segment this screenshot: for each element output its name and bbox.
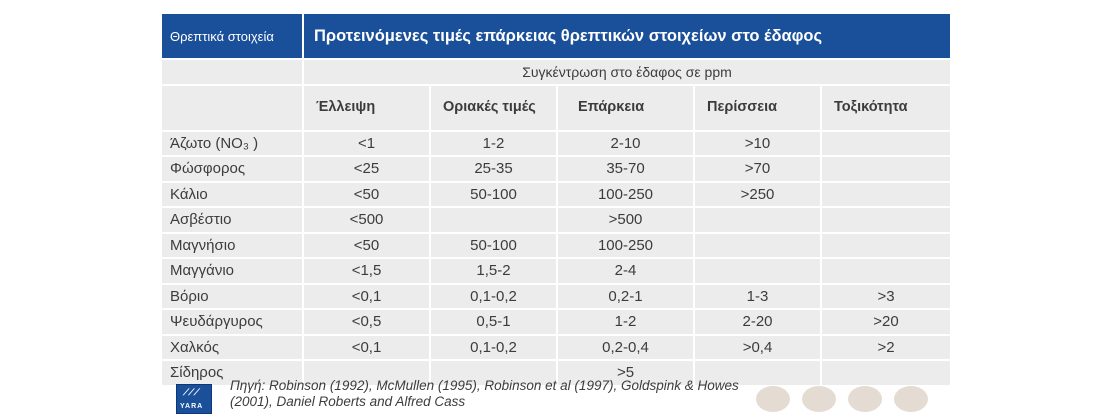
table-row xyxy=(162,310,950,334)
yara-logo xyxy=(176,384,212,414)
column-header-empty-cell xyxy=(162,86,302,130)
table-row xyxy=(162,336,950,360)
value-cell: 50-100 xyxy=(431,183,556,207)
value-cell xyxy=(822,234,950,258)
nutrient-name: Άζωτο (NO₃ ) xyxy=(162,132,302,156)
value-cell: <0,1 xyxy=(304,285,429,309)
slide-footer xyxy=(160,372,946,420)
value-cell: 2-20 xyxy=(695,310,820,334)
column-header-row xyxy=(162,86,950,130)
value-cell: 2-4 xyxy=(558,259,693,283)
nutrient-name: Μαγγάνιο xyxy=(162,259,302,283)
subheader-row xyxy=(162,60,950,84)
value-cell: <500 xyxy=(304,208,429,232)
value-cell: >3 xyxy=(822,285,950,309)
value-cell: <25 xyxy=(304,157,429,181)
ship-icon: ⟋⟋⟋ xyxy=(183,387,199,397)
table-row xyxy=(162,259,950,283)
value-cell: 100-250 xyxy=(558,234,693,258)
value-cell: >2 xyxy=(822,336,950,360)
value-cell: <0,1 xyxy=(304,336,429,360)
table-row xyxy=(162,183,950,207)
value-cell: <50 xyxy=(304,234,429,258)
value-cell: 50-100 xyxy=(431,234,556,258)
value-cell: 1-2 xyxy=(431,132,556,156)
navigation-dots xyxy=(756,386,940,412)
value-cell: 0,1-0,2 xyxy=(431,336,556,360)
value-cell xyxy=(695,259,820,283)
nutrient-name: Ασβέστιο xyxy=(162,208,302,232)
value-cell: 35-70 xyxy=(558,157,693,181)
nutrient-table-container xyxy=(160,12,946,387)
nutrient-name: Μαγνήσιο xyxy=(162,234,302,258)
nav-dot[interactable] xyxy=(848,386,882,412)
value-cell: 2-10 xyxy=(558,132,693,156)
value-cell: >70 xyxy=(695,157,820,181)
value-cell xyxy=(822,132,950,156)
nav-dot[interactable] xyxy=(894,386,928,412)
header-row xyxy=(162,14,950,58)
value-cell: >0,4 xyxy=(695,336,820,360)
column-header-excess: Περίσσεια xyxy=(695,86,820,130)
concentration-subheader: Συγκέντρωση στο έδαφος σε ppm xyxy=(304,60,950,84)
value-cell: 1,5-2 xyxy=(431,259,556,283)
value-cell xyxy=(431,208,556,232)
value-cell: 1-3 xyxy=(695,285,820,309)
source-citation: Πηγή: Robinson (1992), McMullen (1995), Robinson et al (1997), Goldspink & Howes (2001), Daniel Roberts and Alfred Cass xyxy=(230,378,739,409)
value-cell: <1 xyxy=(304,132,429,156)
table-row xyxy=(162,285,950,309)
nutrient-sufficiency-table xyxy=(160,12,952,387)
value-cell: <0,5 xyxy=(304,310,429,334)
value-cell: <1,5 xyxy=(304,259,429,283)
value-cell: >20 xyxy=(822,310,950,334)
nav-dot[interactable] xyxy=(756,386,790,412)
table-title: Προτεινόμενες τιμές επάρκειας θρεπτικών στοιχείων στο έδαφος xyxy=(304,14,950,58)
value-cell: 1-2 xyxy=(558,310,693,334)
value-cell: <50 xyxy=(304,183,429,207)
value-cell: 0,5-1 xyxy=(431,310,556,334)
value-cell xyxy=(822,208,950,232)
column-header-toxicity: Τοξικότητα xyxy=(822,86,950,130)
logo-wordmark: YARA xyxy=(180,403,204,410)
value-cell: >500 xyxy=(558,208,693,232)
value-cell xyxy=(822,157,950,181)
column-header-sufficiency: Επάρκεια xyxy=(558,86,693,130)
table-row xyxy=(162,157,950,181)
table-row xyxy=(162,234,950,258)
nutrient-name: Ψευδάργυρος xyxy=(162,310,302,334)
value-cell: 0,1-0,2 xyxy=(431,285,556,309)
value-cell xyxy=(695,208,820,232)
nutrient-name: Κάλιο xyxy=(162,183,302,207)
value-cell: >5 xyxy=(558,361,693,385)
table-row xyxy=(162,132,950,156)
table-row xyxy=(162,208,950,232)
column-header-marginal: Οριακές τιμές xyxy=(431,86,556,130)
value-cell: >10 xyxy=(695,132,820,156)
value-cell xyxy=(822,183,950,207)
nutrient-name: Φώσφορος xyxy=(162,157,302,181)
value-cell: 0,2-1 xyxy=(558,285,693,309)
value-cell: 0,2-0,4 xyxy=(558,336,693,360)
value-cell: >250 xyxy=(695,183,820,207)
value-cell: 100-250 xyxy=(558,183,693,207)
nutrient-name: Σίδηρος xyxy=(162,361,302,385)
value-cell xyxy=(695,234,820,258)
nutrient-name: Χαλκός xyxy=(162,336,302,360)
nutrients-header-label: Θρεπτικά στοιχεία xyxy=(162,14,302,58)
value-cell xyxy=(822,259,950,283)
nutrient-name: Βόριο xyxy=(162,285,302,309)
subheader-empty-cell xyxy=(162,60,302,84)
column-header-deficiency: Έλλειψη xyxy=(304,86,429,130)
value-cell: 25-35 xyxy=(431,157,556,181)
nav-dot[interactable] xyxy=(802,386,836,412)
